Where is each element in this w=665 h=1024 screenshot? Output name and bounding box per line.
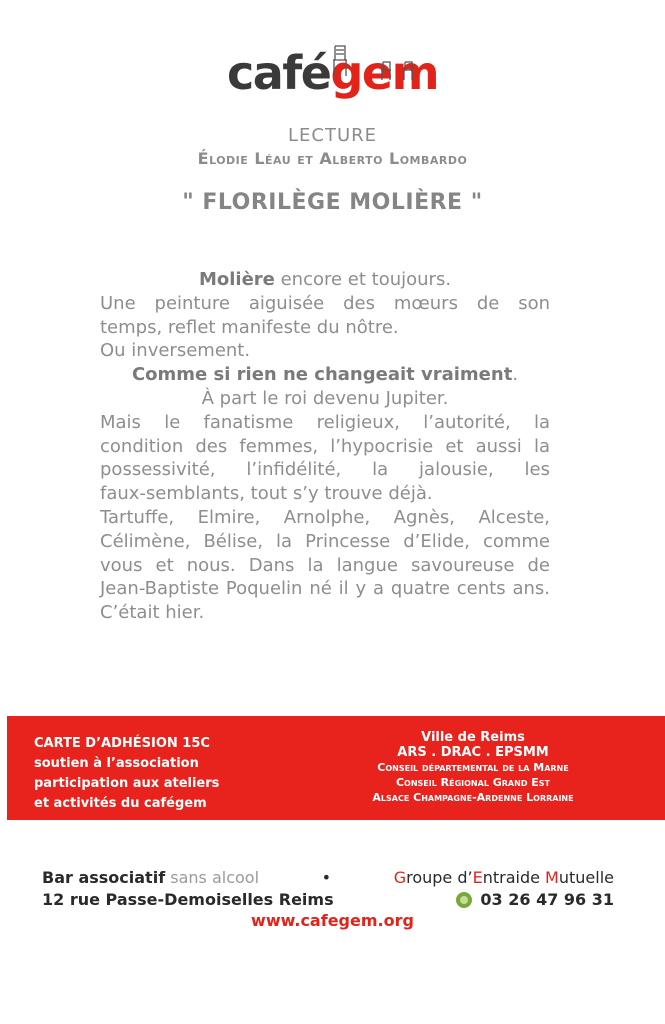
text: roupe d’ [406,868,473,887]
line: temps, reflet manifeste du nôtre. [100,316,399,338]
line: À part le roi devenu Jupiter. [201,387,449,409]
description [100,268,550,625]
line: possessivité, l’infidélité, la jalousie, les [100,459,550,481]
sans-alcool: sans alcool [165,868,260,887]
membership-info [34,734,219,814]
initial: G [393,868,407,887]
sponsor-line: ARS . DRAC . EPSMM [397,745,549,760]
event-title: " FLORILÈGE MOLIÈRE " [182,190,483,215]
line: faux-semblants, tout s’y trouve déjà. [100,483,433,505]
membership-line: CARTE D’ADHÉSION 15C [34,736,210,751]
chairs-icon [325,42,425,82]
bar-info [42,868,259,887]
line [100,363,550,387]
bar-label: Bar associatif [42,868,166,887]
line: Une peinture aiguisée des mœurs de son [100,292,550,314]
line: vous et nous. Dans la langue savoureuse de [100,554,550,576]
bold-text: Molière [198,269,275,290]
sponsor-line: Conseil départemental de la Marne [377,761,569,774]
line: C’était hier. [100,602,205,624]
membership-line: soutien à l’association [34,756,199,771]
sponsor-line: Alsace Champagne-Ardenne Lorraine [372,791,574,804]
line [100,268,550,292]
authors: Élodie Léau et Alberto Lombardo [197,149,468,168]
initial: M [545,868,559,887]
membership-line: et activités du cafégem [34,796,207,811]
phone-block [456,890,614,909]
text: . [512,364,519,386]
website-link[interactable]: www.cafegem.org [251,911,414,930]
line: Tartuffe, Elmire, Arnolphe, Agnès, Alceste, [100,506,550,528]
bold-text: Comme si rien ne changeait vraiment [131,364,513,386]
phone-icon [456,892,472,908]
line: Mais le fanatisme religieux, l’autorité, la [100,411,550,433]
footer-line-2 [42,890,614,909]
text: encore et toujours. [274,269,452,290]
address: 12 rue Passe-Demoiselles Reims [42,890,334,909]
text: utuelle [558,868,614,887]
event-type: LECTURE [287,125,378,146]
line: Ou inversement. [100,340,251,362]
logo-cafe: café [226,46,331,100]
line: Célimène, Bélise, la Princesse d’Elide, comme [100,530,550,552]
info-band [7,716,665,820]
sponsors [353,730,593,805]
text: ntraide [482,868,546,887]
footer-line-1 [42,868,614,887]
line: condition des femmes, l’hypocrisie et aussi la [100,435,550,457]
line: Jean-Baptiste Poquelin né il y a quatre cents ans. [100,578,550,600]
phone-number: 03 26 47 96 31 [480,890,614,909]
separator-dot: • [321,868,332,887]
initial: E [472,868,483,887]
gem-name [394,868,614,887]
sponsor-line: Conseil Régional Grand Est [395,776,551,789]
membership-line: participation aux ateliers [34,776,220,791]
sponsor-line: Ville de Reims [421,730,525,745]
logo-gem: gem [330,46,439,100]
